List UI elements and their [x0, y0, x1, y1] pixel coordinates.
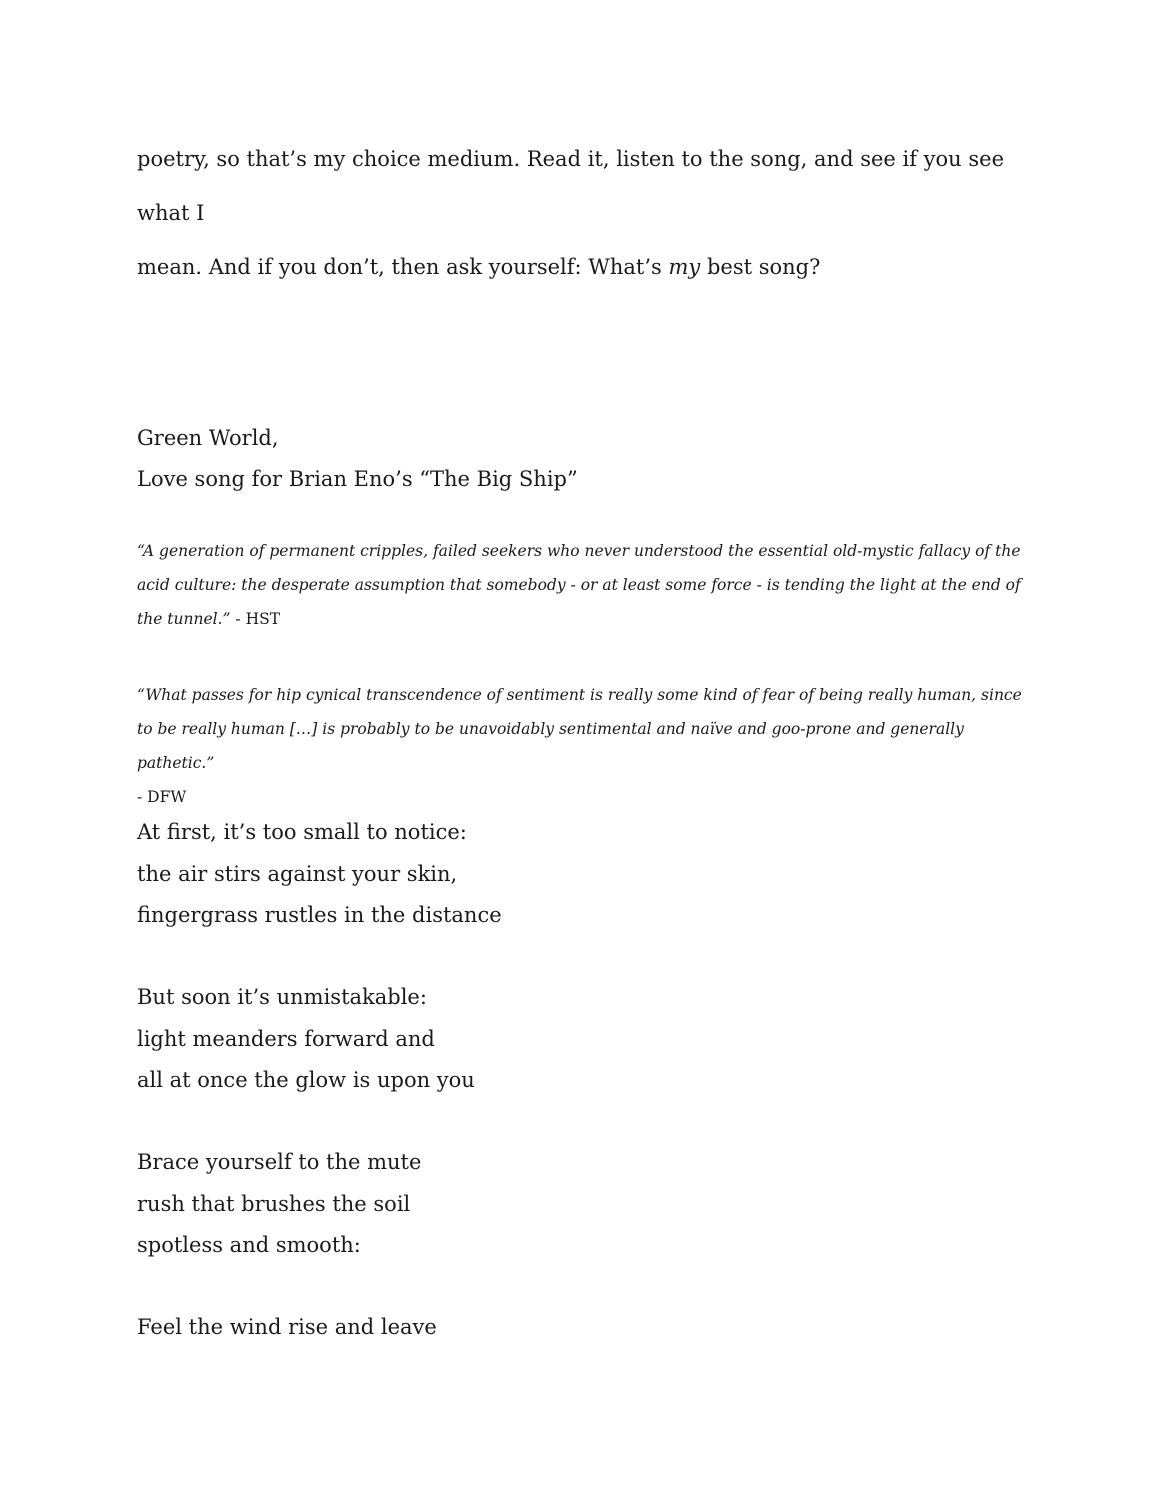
poem-line: Brace yourself to the mute — [137, 1150, 422, 1174]
stanza-3 — [137, 1142, 1037, 1267]
epigraph-quote: “What passes for hip cynical transcendence of sentiment is really some kind of fear of being really human, since to be really human […] is probably to be unavoidably sentimental and naïve and goo-prone and generally pathetic.” — [137, 686, 1022, 772]
intro-line-2-end: best song? — [700, 255, 821, 279]
intro-line-1: poetry, so that’s my choice medium. Read it, listen to the song, and see if you see what I — [137, 147, 1005, 225]
epigraph-quote: “A generation of permanent cripples, failed seekers who never understood the essential old-mystic fallacy of the acid culture: the desperate assumption that somebody - or at least some force - is tending the light at the end of the tunnel.” — [137, 542, 1021, 628]
intro-line-2-start: mean. And if you don’t, then ask yourself: What’s — [137, 255, 669, 279]
poem-title: Green World, — [137, 426, 279, 450]
intro-paragraph — [137, 132, 1037, 294]
poem-line: the air stirs against your skin, — [137, 861, 458, 886]
poem-line: But soon it’s unmistakable: — [137, 985, 427, 1009]
stanza-1 — [137, 812, 1037, 937]
poem-line: rush that brushes the soil — [137, 1191, 411, 1216]
poem-line: light meanders forward and — [137, 1026, 435, 1051]
epigraph-dfw — [137, 678, 1037, 814]
epigraph-attribution: - HST — [230, 610, 281, 628]
poem-heading — [137, 418, 1037, 500]
poem-subtitle: Love song for Brian Eno’s “The Big Ship” — [137, 467, 578, 491]
stanza-4 — [137, 1307, 1037, 1349]
poem-line: Feel the wind rise and leave — [137, 1315, 437, 1339]
epigraph-hst — [137, 534, 1037, 636]
stanza-2 — [137, 977, 1037, 1102]
poem-line: At first, it’s too small to notice: — [137, 820, 467, 844]
poem-line: all at once the glow is upon you — [137, 1068, 475, 1092]
poem-line: spotless and smooth: — [137, 1233, 361, 1257]
epigraph-attribution: - DFW — [137, 788, 187, 806]
poem-line: fingergrass rustles in the distance — [137, 903, 502, 927]
intro-emphasis: my — [668, 255, 701, 279]
